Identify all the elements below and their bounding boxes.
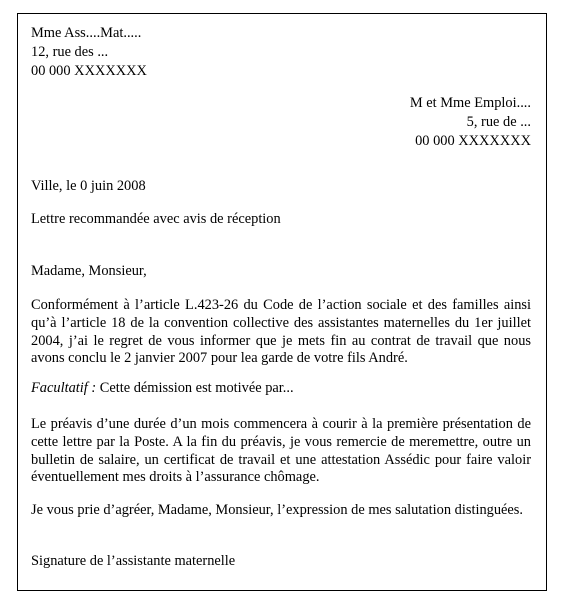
paragraph-2-text: Le préavis d’une durée d’un mois commencera à courir à la première présentation de cette lettre par la Poste. A la fin du préavis, je vous remercie de meremettre, outre un bulletin de salaire, un certificat de travail et une attestation Assédic pour faire valoir éventuellement mes droits à l’assurance chômage. [31, 416, 531, 486]
recipient-street: 5, rue de ... [466, 114, 531, 130]
letter-page [17, 13, 547, 591]
sender-city: 00 000 XXXXXXX [31, 63, 147, 79]
optional-label: Facultatif : [31, 380, 97, 396]
sender-address [31, 24, 147, 81]
optional-text: Cette démission est motivée par... [96, 380, 294, 396]
recipient-city: 00 000 XXXXXXX [415, 133, 531, 149]
paragraph-notice [31, 416, 531, 487]
optional-reason [31, 380, 294, 397]
signature-line: Signature de l’assistante maternelle [31, 553, 236, 569]
paragraph-1-text: Conformément à l’article L.423-26 du Code de l’action sociale et des familles ainsi qu’à l’article 18 de la convention collective des assistantes maternelles du 1er juillet 2004, j’ai le regret de vous informer que je mets fin au contrat de travail que nous avons conclu le 2 janvier 2007 pour lea garde de votre fils André. [31, 297, 531, 367]
salutation: Madame, Monsieur, [31, 263, 147, 279]
mail-type: Lettre recommandée avec avis de réception [31, 211, 281, 227]
recipient-address [410, 94, 531, 151]
place-date: Ville, le 0 juin 2008 [31, 178, 146, 194]
recipient-name: M et Mme Emploi.... [409, 95, 531, 111]
sender-name: Mme Ass....Mat..... [31, 25, 142, 41]
paragraph-termination [31, 297, 531, 368]
closing-formula: Je vous prie d’agréer, Madame, Monsieur, l’expression de mes salutation distinguées. [31, 502, 524, 518]
sender-street: 12, rue des ... [31, 44, 109, 60]
